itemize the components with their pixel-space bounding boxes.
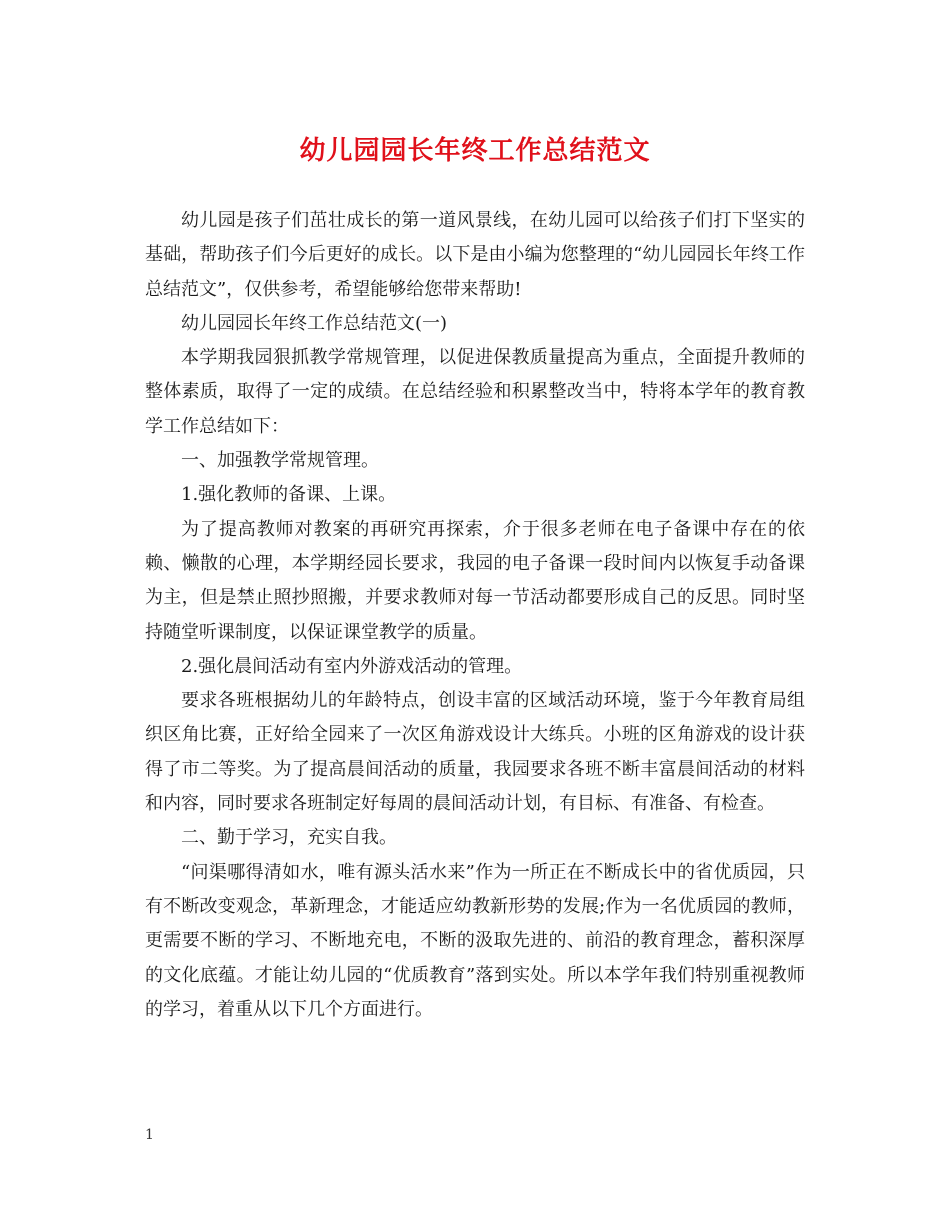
paragraph-learning: “问渠哪得清如水，唯有源头活水来”作为一所正在不断成长中的省优质园，只有不断改变观念，革新理念，才能适应幼教新形势的发展;作为一名优质园的教师，更需要不断的学习、不断地充电，不断的汲取先进的、前沿的教育理念，蓄积深厚的文化底蕴。才能让幼儿园的“优质教育”落到实处。所以本学年我们特别重视教师的学习，着重从以下几个方面进行。 <box>145 861 805 1020</box>
heading-item-one: 1.强化教师的备课、上课。 <box>181 484 397 506</box>
paragraph-section-title: 幼儿园园长年终工作总结范文(一) <box>181 312 448 334</box>
paragraph-intro: 幼儿园是孩子们茁壮成长的第一道风景线，在幼儿园可以给孩子们打下坚实的基础，帮助孩子们今后更好的成长。以下是由小编为您整理的“幼儿园园长年终工作总结范文”，仅供参考，希望能够给您带来帮助! <box>145 210 805 300</box>
paragraph-lesson-prep: 为了提高教师对教案的再研究再探索，介于很多老师在电子备课中存在的依赖、懒散的心理，本学期经园长要求，我园的电子备课一段时间内以恢复手动备课为主，但是禁止照抄照搬，并要求教师对每一节活动都要形成自己的反思。同时坚持随堂听课制度，以保证课堂教学的质量。 <box>145 518 805 643</box>
paragraph-overview: 本学期我园狠抓教学常规管理，以促进保教质量提高为重点，全面提升教师的整体素质，取得了一定的成绩。在总结经验和积累整改当中，特将本学年的教育教学工作总结如下： <box>145 347 805 437</box>
heading-section-two: 二、勤于学习，充实自我。 <box>181 827 397 849</box>
document-body <box>145 204 805 1027</box>
heading-section-one: 一、加强教学常规管理。 <box>181 450 379 472</box>
document-title: 幼儿园园长年终工作总结范文 <box>299 136 651 166</box>
paragraph-morning-activities: 要求各班根据幼儿的年龄特点，创设丰富的区域活动环境，鉴于今年教育局组织区角比赛，正好给全园来了一次区角游戏设计大练兵。小班的区角游戏的设计获得了市二等奖。为了提高晨间活动的质量，我园要求各班不断丰富晨间活动的材料和内容，同时要求各班制定好每周的晨间活动计划，有目标、有准备、有检查。 <box>145 690 805 815</box>
heading-item-two: 2.强化晨间活动有室内外游戏活动的管理。 <box>181 655 523 677</box>
page-number: 1 <box>145 1127 154 1143</box>
